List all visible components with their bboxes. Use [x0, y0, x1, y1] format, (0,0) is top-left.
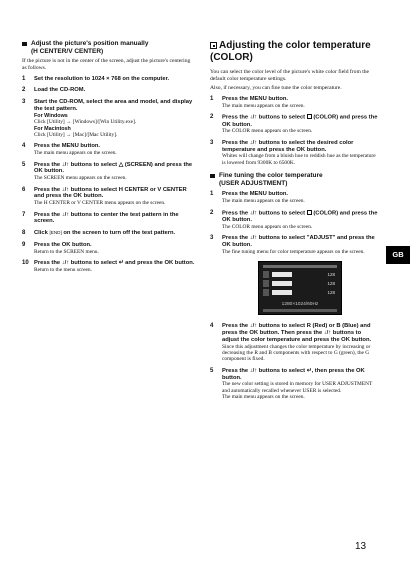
step-item: [22, 212, 196, 226]
step-title-pre: Press the ↓/↑ buttons to select: [222, 114, 306, 121]
step-number: 3: [210, 139, 214, 146]
step-number: 5: [210, 367, 214, 374]
step-desc: The fine tuning menu for color temperature appears on the screen.: [222, 248, 365, 255]
step-number: 3: [22, 99, 26, 106]
heading-line2: (USER ADJUSTMENT): [219, 179, 288, 187]
step-title: Set the resolution to 1024 × 768 on the computer.: [34, 75, 170, 82]
step-number: 5: [22, 161, 26, 168]
step-item: [22, 242, 196, 255]
step-item: [210, 210, 378, 231]
step-title: [222, 114, 378, 128]
heading-line1: Fine tuning the color temperature: [219, 172, 323, 180]
step-item: [210, 323, 378, 363]
step-item: [210, 96, 378, 109]
step-title: Press the ↓/↑ buttons to select R (Red) or B (Blue) and press the OK button. Then press the ↓/↑ buttons to adjust the color temperature and press the OK button.: [222, 323, 372, 343]
osd-menu-image: [258, 261, 342, 315]
step-list-fine-tuning: [210, 191, 378, 255]
step-title: [222, 210, 378, 224]
osd-footer-bar: [263, 309, 337, 312]
step-item: [22, 143, 196, 156]
heading-line2: (H CENTER/V CENTER): [31, 47, 104, 55]
step-number: 2: [210, 209, 214, 216]
osd-label-r: [263, 271, 269, 278]
step-number: 7: [22, 211, 26, 218]
step-title: Press the MENU button.: [222, 96, 289, 103]
step-title: Press the OK button.: [34, 242, 92, 248]
section-heading-fine-tuning: [210, 172, 378, 187]
step-item: [210, 114, 378, 135]
step-desc: The main menu appears on the screen.: [222, 102, 305, 109]
step-title: Press the ↓/↑ buttons to select ↵ and press the OK button.: [34, 260, 195, 267]
step-title: Press the ↓/↑ buttons to center the test pattern in the screen.: [34, 211, 179, 225]
osd-value-blue: 128: [327, 290, 335, 296]
end-key-label: [END]: [49, 230, 62, 236]
step-title: Start the CD-ROM, select the area and model, and display the test pattern.: [34, 99, 193, 112]
heading-line1: Adjust the picture's position manually: [31, 40, 149, 47]
step-title-post: (COLOR) and press the OK button.: [222, 210, 378, 223]
color-icon: [307, 210, 312, 215]
screen-icon: △: [118, 161, 124, 168]
osd-value-green: 128: [327, 281, 335, 287]
step-desc: The main menu appears on the screen.: [222, 198, 305, 205]
main-title: [210, 40, 378, 63]
step-number: 1: [210, 96, 214, 103]
color-icon: [307, 114, 312, 119]
step-title-pre: Click: [34, 230, 48, 237]
left-column: [22, 40, 196, 278]
intro-text-2: Also, if necessary, you can fine tune the color temperature.: [210, 85, 342, 92]
step-number: 4: [22, 143, 26, 150]
main-title-text: Adjusting the color temperature (COLOR): [210, 40, 371, 63]
intro-text: You can select the color level of the picture's white color field from the default color temperature settings.: [210, 69, 370, 82]
step-number: 6: [22, 186, 26, 193]
osd-resolution: 1280×1024/60Hz: [281, 302, 319, 308]
step-item: [22, 99, 196, 138]
step-desc: The COLOR menu appears on the screen.: [222, 223, 313, 230]
step-desc: The SCREEN menu appears on the screen.: [34, 175, 127, 182]
section-heading-position: [22, 40, 196, 55]
step-title: [34, 162, 196, 176]
step-desc: The main menu appears on the screen.: [34, 150, 117, 157]
osd-row-red: [263, 271, 337, 278]
step-desc-2: The main menu appears on the screen.: [222, 394, 305, 401]
step-number: 4: [210, 323, 214, 330]
step-title-post: on the screen to turn off the test pattern.: [63, 230, 176, 237]
intro-text: If the picture is not in the center of the screen, adjust the picture's centering as follows.: [22, 58, 191, 71]
step-item: [210, 235, 378, 255]
step-item: [22, 260, 196, 273]
page-number: 13: [355, 541, 367, 552]
osd-header-bar: [263, 265, 337, 268]
osd-bar-green: [272, 281, 292, 286]
step-number: 8: [22, 230, 26, 237]
step-number: 3: [210, 235, 214, 242]
right-column: [210, 40, 378, 406]
step-number: 2: [22, 87, 26, 94]
osd-value-red: 128: [327, 272, 335, 278]
step-number: 1: [210, 191, 214, 198]
step-list-color: [210, 96, 378, 166]
step-title: Press the ↓/↑ buttons to select H CENTER or V CENTER and press the OK button.: [34, 186, 187, 200]
step-desc: The H CENTER or V CENTER menu appears on the screen.: [34, 200, 166, 207]
osd-bar-blue: [272, 290, 292, 295]
bullet-square-icon: [22, 42, 27, 47]
bullet-square-icon: [210, 174, 215, 179]
step-item: [22, 162, 196, 182]
step-number: 2: [210, 114, 214, 121]
step-title-post: (COLOR) and press the OK button.: [222, 114, 378, 128]
macintosh-label: For Macintosh: [34, 125, 71, 132]
step-desc: Since this adjustment changes the color temperature by increasing or decreasing the R and B components with respect to G (green), the G component is fixed.: [222, 343, 371, 363]
step-desc: The new color setting is stored in memory for USER ADJUSTMENT and automatically recalled whenever USER is selected.: [222, 381, 373, 394]
step-list-fine-tuning-cont: [210, 323, 378, 400]
windows-path: Click [Utility] → [Windows]/[Win Utility.exe].: [34, 119, 137, 126]
step-title: Press the MENU button.: [34, 143, 101, 150]
step-title: Press the ↓/↑ buttons to select "ADJUST" and press the OK button.: [222, 235, 375, 248]
step-title: Press the ↓/↑ buttons to select ↵, then press the OK button.: [222, 367, 365, 381]
step-item: [210, 191, 378, 204]
step-item: [22, 87, 196, 94]
step-title: Press the ↓/↑ buttons to select the desired color temperature and press the OK button.: [222, 139, 354, 153]
osd-bar-red: [272, 272, 292, 277]
step-title: Press the MENU button.: [222, 191, 289, 198]
step-title: Load the CD-ROM.: [34, 87, 86, 94]
osd-label-b: [263, 289, 269, 296]
step-item: [22, 187, 196, 207]
step-title: [34, 230, 196, 237]
macintosh-path: Click [Utility] → [Mac]/[Mac Utility].: [34, 132, 118, 138]
step-desc: The COLOR menu appears on the screen.: [222, 128, 313, 135]
step-number: 1: [22, 75, 26, 82]
osd-label-g: [263, 280, 269, 287]
step-title-pre: Press the ↓/↑ buttons to select: [34, 161, 118, 168]
step-desc: Return to the menu screen.: [34, 267, 92, 273]
step-title-pre: Press the ↓/↑ buttons to select: [222, 210, 306, 217]
osd-row-green: [263, 280, 337, 287]
step-desc: Whites will change from a bluish hue to reddish hue as the temperature is lowered from 9300K to 6500K.: [222, 153, 376, 166]
language-tab: GB: [386, 246, 410, 264]
step-number: 9: [22, 242, 26, 248]
step-desc: Return to the SCREEN menu.: [34, 248, 99, 255]
windows-label: For Windows: [34, 112, 68, 119]
step-item: [210, 368, 378, 401]
color-icon: [210, 42, 217, 49]
step-item: [22, 230, 196, 237]
step-list-position: [22, 76, 196, 274]
step-item: [210, 140, 378, 166]
osd-row-blue: [263, 289, 337, 296]
step-title-post: (SCREEN) and press the OK button.: [34, 161, 193, 175]
step-item: [22, 76, 196, 83]
step-number: 10: [22, 260, 29, 267]
